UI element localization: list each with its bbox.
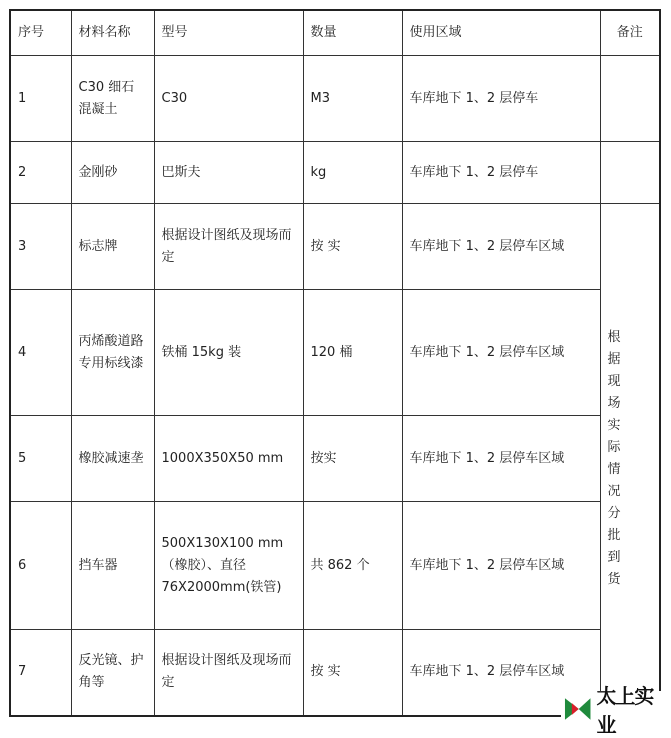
cell-area: 车库地下 1、2 层停车区域 [402, 630, 600, 716]
cell-area: 车库地下 1、2 层停车区域 [402, 204, 600, 290]
cell-area: 车库地下 1、2 层停车区域 [402, 416, 600, 502]
cell-qty: 按实 [303, 416, 402, 502]
cell-qty: kg [303, 142, 402, 204]
cell-seq: 5 [10, 416, 71, 502]
header-model: 型号 [154, 10, 303, 56]
header-area: 使用区域 [402, 10, 600, 56]
cell-model: 500X130X100 mm（橡胶）、直径76X2000mm(铁管) [154, 502, 303, 630]
watermark-text: 太上实业 [596, 684, 654, 737]
cell-material: 丙烯酸道路专用标线漆 [71, 290, 154, 416]
cell-model: 铁桶 15kg 装 [154, 290, 303, 416]
header-seq: 序号 [10, 10, 71, 56]
cell-area: 车库地下 1、2 层停车 [402, 142, 600, 204]
table-header-row [10, 10, 660, 56]
cell-qty: M3 [303, 56, 402, 142]
cell-material: 橡胶减速垄 [71, 416, 154, 502]
cell-material: 挡车器 [71, 502, 154, 630]
cell-material: 金刚砂 [71, 142, 154, 204]
header-material: 材料名称 [71, 10, 154, 56]
cell-model: C30 [154, 56, 303, 142]
cell-area: 车库地下 1、2 层停车区域 [402, 502, 600, 630]
materials-table [9, 9, 661, 717]
cell-model: 根据设计图纸及现场而定 [154, 630, 303, 716]
table-row [10, 56, 660, 142]
cell-seq: 4 [10, 290, 71, 416]
cell-note-merged [600, 204, 660, 716]
cell-material: C30 细石混凝土 [71, 56, 154, 142]
cell-material: 标志牌 [71, 204, 154, 290]
cell-seq: 2 [10, 142, 71, 204]
note-text: 根据现场实际情况分批到货 [607, 330, 633, 588]
cell-note-empty [600, 142, 660, 204]
cell-material: 反光镜、护角等 [71, 630, 154, 716]
cell-qty: 120 桶 [303, 290, 402, 416]
cell-note-empty [600, 56, 660, 142]
table-row [10, 290, 660, 416]
cell-area: 车库地下 1、2 层停车区域 [402, 290, 600, 416]
table-row [10, 204, 660, 290]
company-watermark [561, 684, 671, 737]
table-row [10, 142, 660, 204]
cell-seq: 6 [10, 502, 71, 630]
table-row [10, 502, 660, 630]
cell-model: 1000X350X50 mm [154, 416, 303, 502]
cell-model: 根据设计图纸及现场而定 [154, 204, 303, 290]
cell-seq: 7 [10, 630, 71, 716]
cell-qty: 共 862 个 [303, 502, 402, 630]
cell-qty: 按 实 [303, 204, 402, 290]
cell-area: 车库地下 1、2 层停车 [402, 56, 600, 142]
cell-seq: 1 [10, 56, 71, 142]
cell-model: 巴斯夫 [154, 142, 303, 204]
company-logo-icon [563, 694, 592, 724]
cell-seq: 3 [10, 204, 71, 290]
header-qty: 数量 [303, 10, 402, 56]
table-row [10, 416, 660, 502]
cell-qty: 按 实 [303, 630, 402, 716]
header-note: 备注 [600, 10, 660, 56]
